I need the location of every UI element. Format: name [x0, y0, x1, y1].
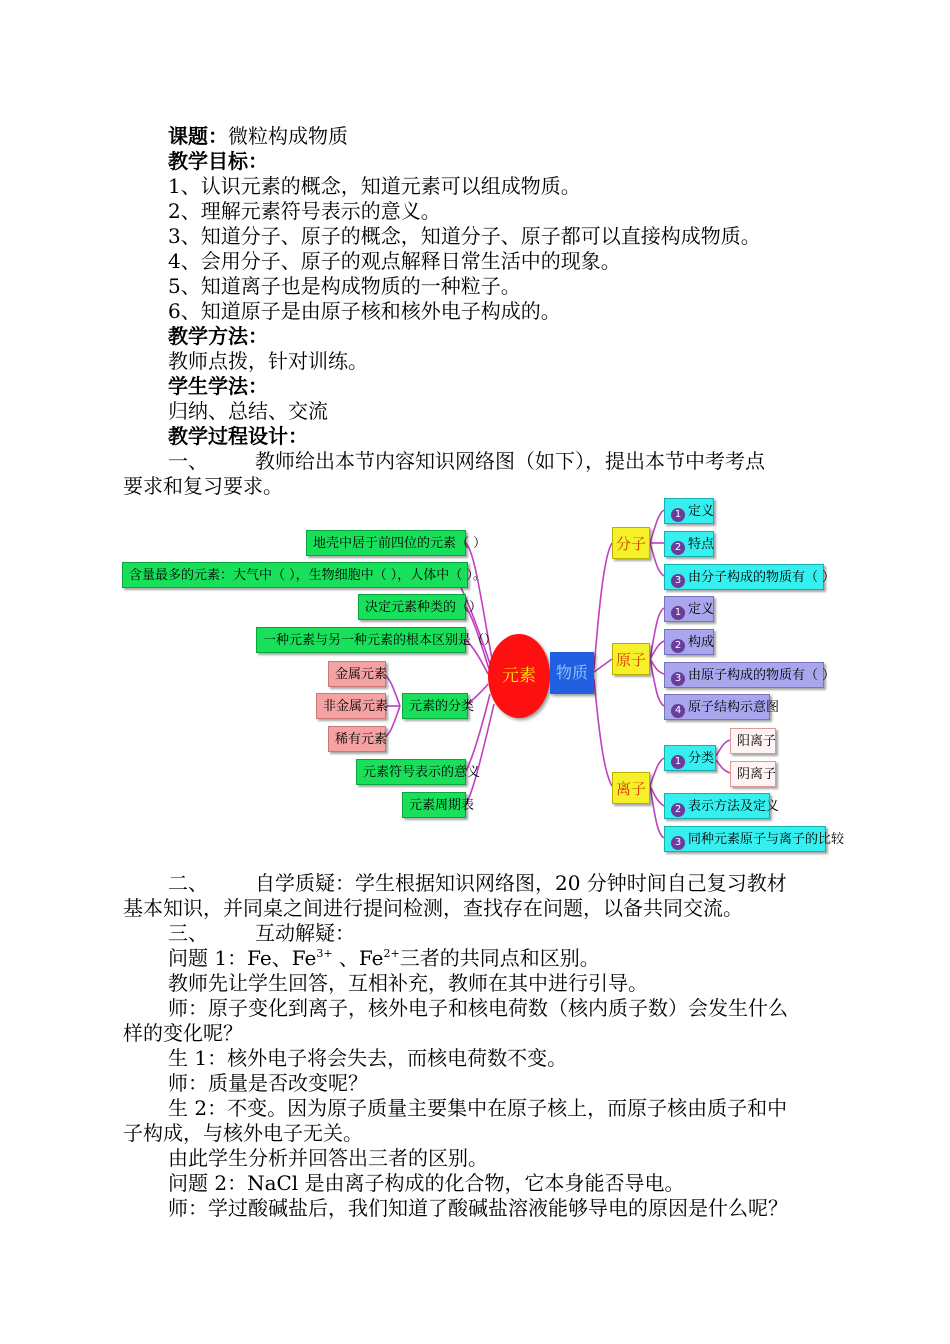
step1-number: 一、: [168, 449, 208, 473]
node-most-abundant: 含量最多的元素：大气中（ ），生物细胞中（ ），人体中（ ）。: [122, 562, 468, 588]
node-atom-composition: [664, 629, 714, 655]
goal-item: 5、知道离子也是构成物质的一种粒子。: [168, 274, 521, 298]
paragraph: 生 1：核外电子将会失去，而核电荷数不变。: [168, 1046, 568, 1070]
node-molecule-substances: [664, 564, 836, 590]
step1-line: [168, 449, 765, 474]
goals-heading: 教学目标：: [168, 149, 268, 173]
paragraph: 子构成，与核外电子无关。: [123, 1121, 363, 1145]
node-atom-definition: [664, 596, 714, 622]
node-molecule-feature: [664, 531, 714, 557]
node-rare-element: 稀有元素: [328, 726, 386, 752]
number-badge-icon: 2: [671, 639, 685, 653]
node-metal-element: 金属元素: [328, 661, 386, 687]
node-label: 原子结构示意图: [688, 700, 780, 715]
node-label: 同种元素原子与离子的比较: [688, 832, 845, 847]
node-crust-elements: 地壳中居于前四位的元素（ ）: [306, 530, 466, 556]
node-atom: 原子: [612, 643, 650, 675]
number-badge-icon: 4: [671, 704, 685, 718]
method-heading: 教学方法：: [168, 324, 268, 348]
node-anion: 阴离子: [730, 761, 776, 787]
paragraph: 师：质量是否改变呢？: [168, 1071, 368, 1095]
charge-superscript: 2+: [383, 947, 400, 960]
question-1-text: 问题 1：Fe、Fe: [168, 946, 317, 970]
goal-item: 2、理解元素符号表示的意义。: [168, 199, 441, 223]
center-node-element: 元素: [488, 634, 550, 718]
node-element-classification: 元素的分类: [402, 693, 468, 719]
node-fundamental-difference: 一种元素与另一种元素的根本区别是（）: [256, 627, 466, 653]
number-badge-icon: 3: [671, 672, 685, 686]
number-badge-icon: 1: [671, 606, 685, 620]
step3-line: [168, 921, 355, 946]
method-text: 教师点拨，针对训练。: [168, 349, 368, 373]
topic-line: [168, 124, 348, 149]
step2-text: 自学质疑：学生根据知识网络图，20 分钟时间自己复习教材: [255, 871, 787, 895]
node-decide-type: 决定元素种类的（）: [358, 594, 466, 620]
step2-number: 二、: [168, 871, 208, 895]
paragraph: 师：学过酸碱盐后，我们知道了酸碱盐溶液能够导电的原因是什么呢？: [168, 1196, 788, 1220]
number-badge-icon: 2: [671, 803, 685, 817]
node-atom-substances: [664, 662, 836, 688]
step1-text-cont: 要求和复习要求。: [123, 474, 283, 498]
goal-item: 4、会用分子、原子的观点解释日常生活中的现象。: [168, 249, 621, 273]
node-label: 构成: [688, 635, 715, 650]
node-periodic-table: 元素周期表: [402, 792, 466, 818]
number-badge-icon: 3: [671, 836, 685, 850]
number-badge-icon: 2: [671, 541, 685, 555]
goal-item: 1、认识元素的概念，知道元素可以组成物质。: [168, 174, 581, 198]
number-badge-icon: 1: [671, 755, 685, 769]
node-ion: 离子: [612, 772, 650, 804]
node-molecule: 分子: [612, 527, 650, 559]
node-nonmetal-element: 非金属元素: [316, 693, 386, 719]
charge-superscript: 3+: [316, 947, 333, 960]
paragraph: 生 2：不变。因为原子质量主要集中在原子核上，而原子核由质子和中: [168, 1096, 788, 1120]
node-cation: 阳离子: [730, 728, 776, 754]
question-1-text: 、Fe: [332, 946, 384, 970]
step3-text: 互动解疑：: [255, 921, 355, 945]
node-ion-classification: [664, 745, 716, 771]
question-1-text: 三者的共同点和区别。: [399, 946, 600, 970]
number-badge-icon: 1: [671, 508, 685, 522]
node-ion-notation: [664, 793, 780, 819]
paragraph: 由此学生分析并回答出三者的区别。: [168, 1146, 488, 1170]
paragraph: 师：原子变化到离子，核外电子和核电荷数（核内质子数）会发生什么: [168, 996, 788, 1020]
study-heading: 学生学法：: [168, 374, 268, 398]
step1-text: 教师给出本节内容知识网络图（如下），提出本节中考考点: [255, 449, 765, 473]
goal-item: 3、知道分子、原子的概念，知道分子、原子都可以直接构成物质。: [168, 224, 761, 248]
question-2: 问题 2：NaCl 是由离子构成的化合物，它本身能否导电。: [168, 1171, 685, 1195]
knowledge-mindmap: [120, 494, 845, 860]
process-heading: 教学过程设计：: [168, 424, 308, 448]
paragraph: 样的变化呢？: [123, 1021, 243, 1045]
node-label: 由原子构成的物质有（ ）: [688, 668, 836, 683]
paragraph: 教师先让学生回答，互相补充，教师在其中进行引导。: [168, 971, 648, 995]
center-node-matter: 物质: [550, 652, 594, 694]
question-1: [168, 946, 600, 971]
node-atom-structure-diagram: [664, 694, 780, 720]
study-text: 归纳、总结、交流: [168, 399, 328, 423]
topic-text: 微粒构成物质: [228, 124, 348, 148]
node-label: 分类: [688, 751, 715, 766]
number-badge-icon: 3: [671, 574, 685, 588]
node-label: 特点: [688, 537, 715, 552]
node-label: 由分子构成的物质有（ ）: [688, 570, 836, 585]
step3-number: 三、: [168, 921, 208, 945]
node-label: 定义: [688, 504, 715, 519]
goal-item: 6、知道原子是由原子核和核外电子构成的。: [168, 299, 561, 323]
node-label: 定义: [688, 602, 715, 617]
node-symbol-meaning: 元素符号表示的意义: [356, 759, 466, 785]
node-molecule-definition: [664, 498, 714, 524]
topic-label: 课题：: [168, 124, 228, 148]
node-ion-atom-comparison: [664, 826, 845, 852]
step2-line: [168, 871, 787, 896]
node-label: 表示方法及定义: [688, 799, 780, 814]
step2-text-cont: 基本知识，并同桌之间进行提问检测，查找存在问题，以备共同交流。: [123, 896, 743, 920]
